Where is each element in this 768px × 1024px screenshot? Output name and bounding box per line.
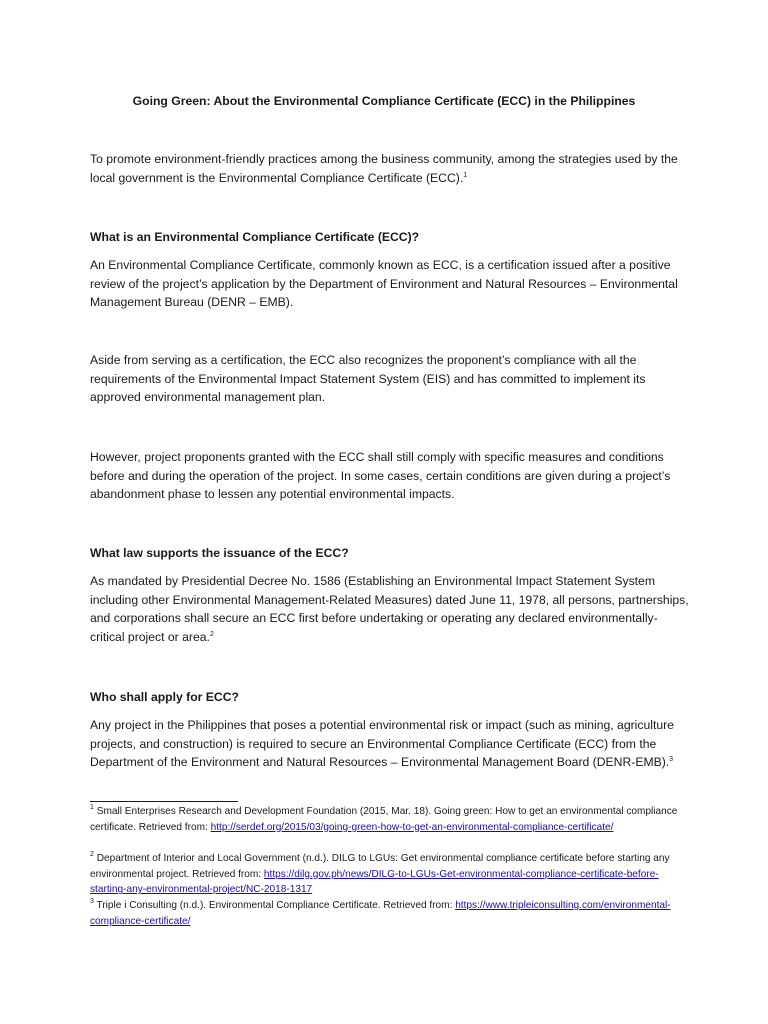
intro-text: To promote environment-friendly practices among the business community, among the strategies used by the local government is the Environmental Compliance Certificate (ECC). bbox=[90, 152, 678, 185]
footnote-1-number: 1 bbox=[90, 804, 94, 811]
footnote-2-text: Department of Interior and Local Government (n.d.). DILG to LGUs: Get environmental compliance certificate before starting any environmental project. Retrieved from: bbox=[90, 853, 670, 880]
footnote-1-link[interactable]: http://serdef.org/2015/03/going-green-how-to-get-an-environmental-compliance-certificate/ bbox=[210, 821, 614, 833]
paragraph-who-shall-apply bbox=[90, 716, 690, 772]
paragraph-ecc-recognition: Aside from serving as a certification, the ECC also recognizes the proponent’s compliance with all the requirements of the Environmental Impact Statement System (EIS) and has committed to implement its approved environmental management plan. bbox=[90, 353, 646, 405]
decree-text: As mandated by Presidential Decree No. 1586 (Establishing an Environmental Impact Statement System including other Environmental Management-Related Measures) dated June 11, 1978, all persons, partnerships, and corporations shall secure an ECC first before undertaking or operating any declared environmentally-critical project or area. bbox=[90, 574, 689, 645]
footnote-separator bbox=[90, 801, 238, 802]
paragraph-ecc-conditions: However, project proponents granted with the ECC shall still comply with specific measures and conditions before and during the operation of the project. In some cases, certain conditions are given during a project’s abandonment phase to lessen any potential environmental impacts. bbox=[90, 450, 671, 502]
question-heading-what-is-ecc: What is an Environmental Compliance Certificate (ECC)? bbox=[90, 230, 420, 244]
paragraph-presidential-decree bbox=[90, 572, 690, 647]
footnote-3-text: Triple i Consulting (n.d.). Environmental Compliance Certificate. Retrieved from: bbox=[96, 900, 456, 911]
footnote-2 bbox=[90, 851, 680, 898]
footnote-1-text: Small Enterprises Research and Development Foundation (2015, Mar. 18). Going green: How to get an environmental compliance certificate. Retrieved from: bbox=[90, 806, 678, 833]
footnote-3-number: 3 bbox=[90, 898, 94, 905]
footnote-3-link[interactable]: https://www.tripleiconsulting.com/environmental-compliance-certificate/ bbox=[90, 900, 671, 927]
footnote-ref-1[interactable]: 1 bbox=[463, 171, 468, 179]
document-title: Going Green: About the Environmental Compliance Certificate (ECC) in the Philippines bbox=[132, 94, 636, 108]
question-heading-supporting-law: What law supports the issuance of the ECC? bbox=[90, 546, 349, 560]
footnote-2-link[interactable]: https://dilg.gov.ph/news/DILG-to-LGUs-Get-environmental-compliance-certificate-before-starting-any-environmental-project/NC-2018-1317 bbox=[90, 868, 659, 896]
footnote-ref-2[interactable]: 2 bbox=[209, 631, 214, 639]
who-shall-apply-text: Any project in the Philippines that poses a potential environmental risk or impact (such as mining, agriculture projects, and construction) is required to secure an Environmental Compliance Certificate (ECC) from the Department of the Environment and Natural Resources – Environmental Management Board (DENR-EMB). bbox=[90, 718, 674, 770]
footnote-2-number: 2 bbox=[90, 851, 94, 858]
question-heading-who-shall-apply: Who shall apply for ECC? bbox=[90, 690, 239, 704]
footnote-1 bbox=[90, 804, 680, 835]
paragraph-ecc-definition: An Environmental Compliance Certificate, commonly known as ECC, is a certification issued after a positive review of the project’s application by the Department of Environment and Natural Resources – Environmental Management Bureau (DENR – EMB). bbox=[90, 258, 678, 310]
intro-paragraph bbox=[90, 150, 690, 187]
footnote-ref-3[interactable]: 3 bbox=[669, 756, 674, 764]
footnote-3 bbox=[90, 898, 680, 929]
